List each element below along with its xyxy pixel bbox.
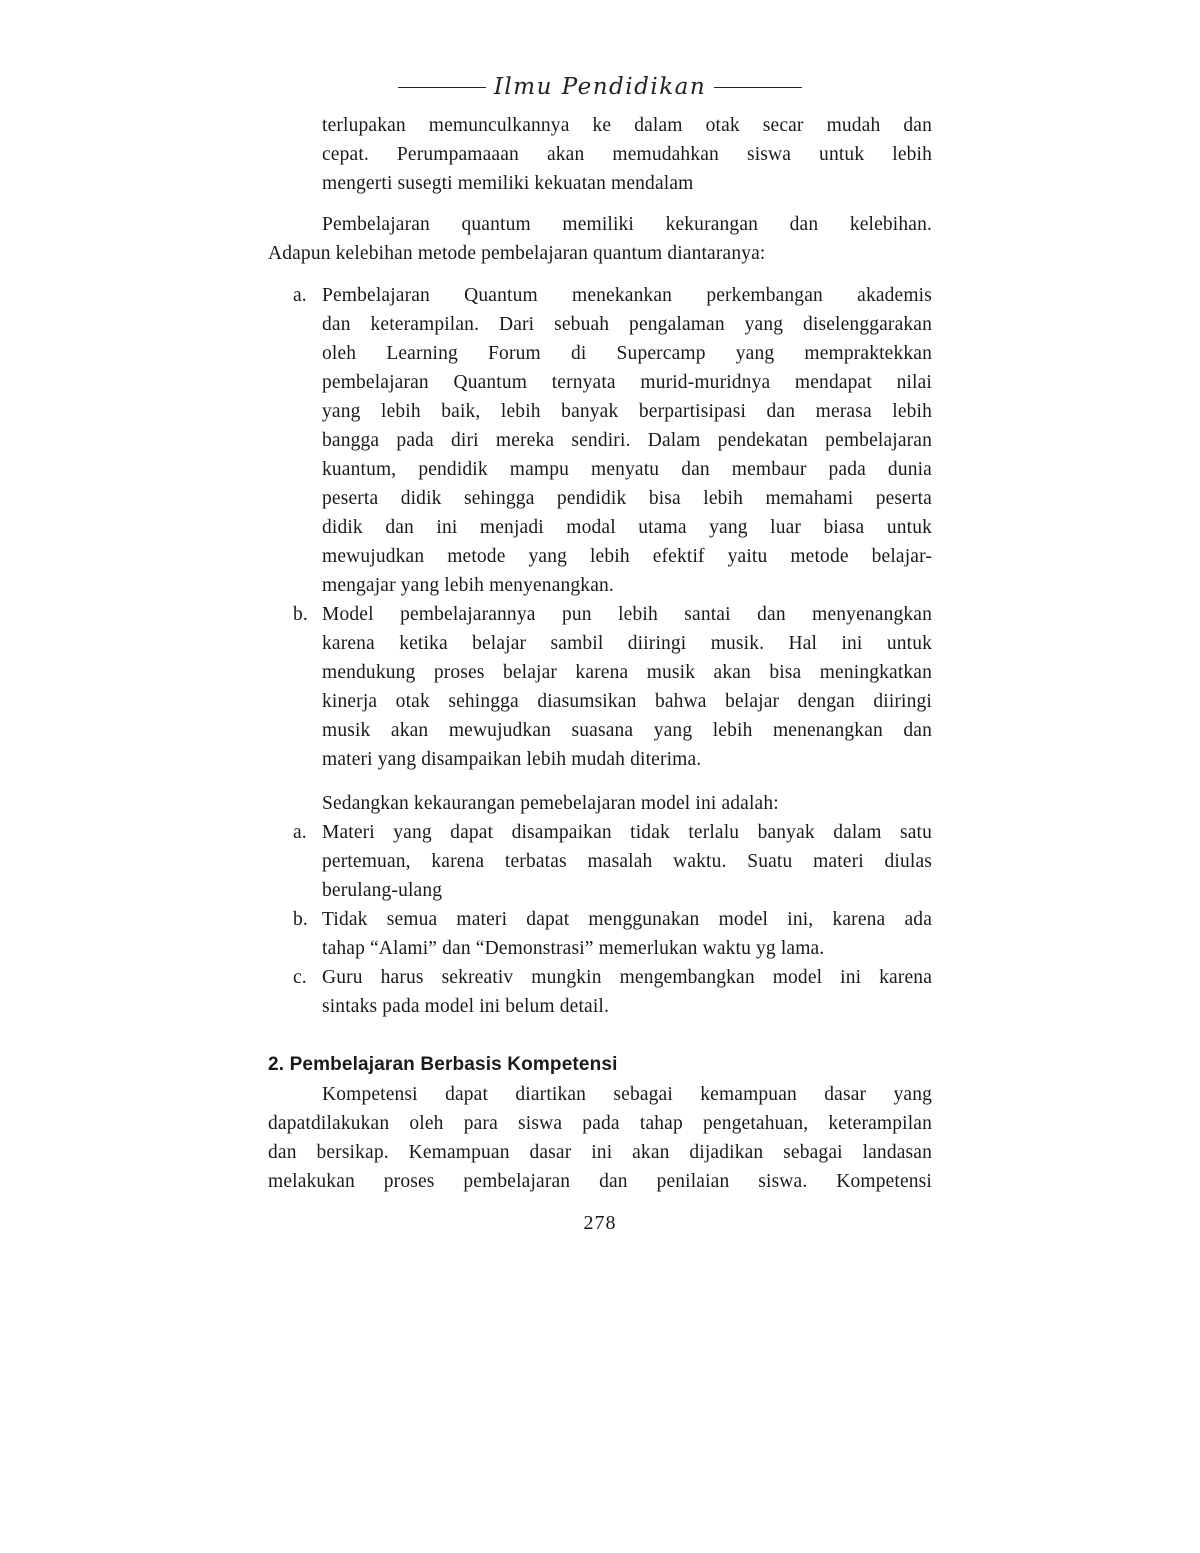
section-paragraph-line: melakukan proses pembelajaran dan penilaian siswa. Kompetensi [268,1171,932,1192]
list-marker: b. [293,604,308,625]
section-paragraph-line: dapatdilakukan oleh para siswa pada tahap pengetahuan, keterampilan [268,1113,932,1134]
paragraph-line: Adapun kelebihan metode pembelajaran quantum diantaranya: [268,243,766,264]
list-item-line: Guru harus sekreativ mungkin mengembangkan model ini karena [322,967,932,988]
header-rule-right [714,87,802,88]
list-item-line: musik akan mewujudkan suasana yang lebih menenangkan dan [322,720,932,741]
list-item-line: mewujudkan metode yang lebih efektif yaitu metode belajar- [322,546,932,567]
list-item-line: karena ketika belajar sambil diiringi musik. Hal ini untuk [322,633,932,654]
list-item-line: pertemuan, karena terbatas masalah waktu. Suatu materi diulas [322,851,932,872]
list-item-line: didik dan ini menjadi modal utama yang luar biasa untuk [322,517,932,538]
list-item-line: tahap “Alami” dan “Demonstrasi” memerlukan waktu yg lama. [322,938,825,959]
running-header [0,70,1200,104]
list-marker: a. [293,285,307,306]
section-paragraph-line: dan bersikap. Kemampuan dasar ini akan dijadikan sebagai landasan [268,1142,932,1163]
section-paragraph-line: Kompetensi dapat diartikan sebagai kemampuan dasar yang [322,1084,932,1105]
list-item-line: dan keterampilan. Dari sebuah pengalaman yang diselenggarakan [322,314,932,335]
list-item-line: oleh Learning Forum di Supercamp yang mempraktekkan [322,343,932,364]
list-marker: a. [293,822,307,843]
list-item-line: kuantum, pendidik mampu menyatu dan membaur pada dunia [322,459,932,480]
list-marker: c. [293,967,307,988]
weakness-intro: Sedangkan kekaurangan pemebelajaran model ini adalah: [322,793,779,814]
list-item-line: pembelajaran Quantum ternyata murid-muridnya mendapat nilai [322,372,932,393]
list-item-line: peserta didik sehingga pendidik bisa lebih memahami peserta [322,488,932,509]
list-item-line: sintaks pada model ini belum detail. [322,996,610,1017]
list-item-line: mendukung proses belajar karena musik akan bisa meningkatkan [322,662,932,683]
list-item-line: kinerja otak sehingga diasumsikan bahwa belajar dengan diiringi [322,691,932,712]
header-rule-left [398,87,486,88]
list-item-line: berulang-ulang [322,880,443,901]
list-marker: b. [293,909,308,930]
intro-line: terlupakan memunculkannya ke dalam otak secar mudah dan [322,115,932,136]
list-item-line: Tidak semua materi dapat menggunakan model ini, karena ada [322,909,932,930]
list-item-line: bangga pada diri mereka sendiri. Dalam pendekatan pembelajaran [322,430,932,451]
section-heading: 2. Pembelajaran Berbasis Kompetensi [268,1054,618,1075]
page-number: 278 [583,1212,617,1234]
list-item-line: Model pembelajarannya pun lebih santai dan menyenangkan [322,604,932,625]
list-item-line: Pembelajaran Quantum menekankan perkembangan akademis [322,285,932,306]
list-item-line: Materi yang dapat disampaikan tidak terlalu banyak dalam satu [322,822,932,843]
list-item-line: mengajar yang lebih menyenangkan. [322,575,614,596]
intro-line: cepat. Perumpamaaan akan memudahkan siswa untuk lebih [322,144,932,165]
paragraph-line: Pembelajaran quantum memiliki kekurangan dan kelebihan. [322,214,932,235]
list-item-line: materi yang disampaikan lebih mudah diterima. [322,749,702,770]
intro-line: mengerti susegti memiliki kekuatan mendalam [322,173,694,194]
list-item-line: yang lebih baik, lebih banyak berpartisipasi dan merasa lebih [322,401,932,422]
header-title: Ilmu Pendidikan [493,74,707,100]
